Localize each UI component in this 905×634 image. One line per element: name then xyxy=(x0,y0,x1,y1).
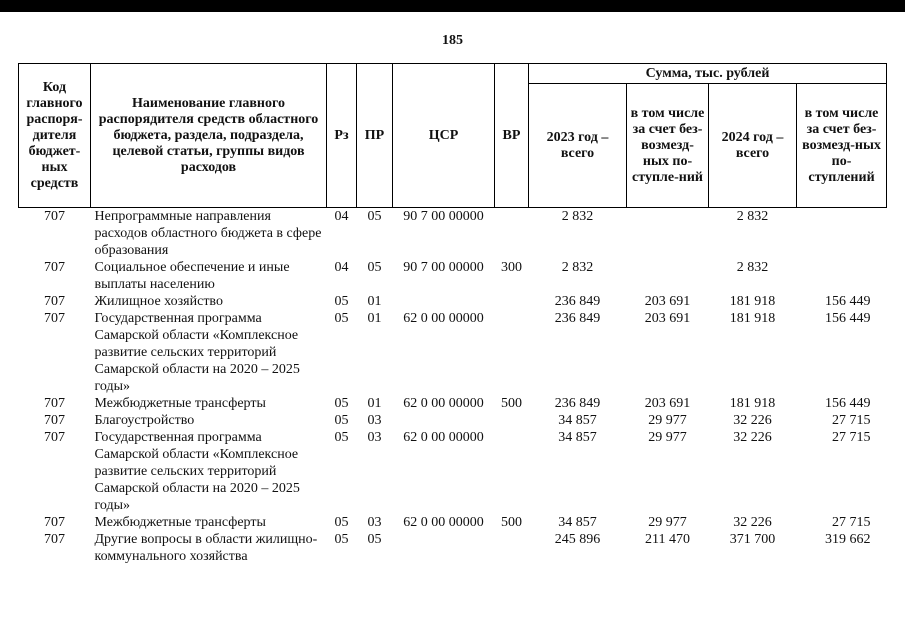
cell-code: 707 xyxy=(44,515,65,530)
cell-vr xyxy=(495,310,529,395)
cell-2023-total: 34 857 xyxy=(558,430,597,445)
cell-rz: 05 xyxy=(334,532,349,547)
header-sum-group: Сумма, тыс. рублей xyxy=(529,64,887,84)
cell-2023-total: 2 832 xyxy=(561,209,594,224)
cell-pr: 01 xyxy=(367,294,382,309)
table-body xyxy=(19,208,887,566)
cell-2024-total: 2 832 xyxy=(736,209,769,224)
cell-2023-gratuitous: 203 691 xyxy=(644,294,691,309)
cell-code: 707 xyxy=(44,311,65,326)
table-row xyxy=(19,514,887,531)
cell-2024-total: 181 918 xyxy=(729,311,776,326)
table-row xyxy=(19,293,887,310)
table-row xyxy=(19,310,887,395)
cell-vr xyxy=(495,412,529,429)
cell-2023-gratuitous: 29 977 xyxy=(648,430,687,445)
header-name: Наименование главного распорядителя средств областного бюджета, раздела, подраздела, целевой статьи, группы видов расходов xyxy=(91,64,327,208)
cell-name: Межбюджетные трансферты xyxy=(94,396,266,411)
cell-2024-gratuitous: 319 662 xyxy=(825,532,871,547)
cell-csr: 90 7 00 00000 xyxy=(403,209,484,224)
table-row xyxy=(19,208,887,260)
table-row xyxy=(19,395,887,412)
cell-2024-gratuitous: 156 449 xyxy=(825,396,871,411)
cell-code: 707 xyxy=(44,260,65,275)
cell-name: Государственная программа Самарской области «Комплексное развитие сельских территорий Самарской области на 2020 – 2025 годы» xyxy=(94,311,300,394)
cell-vr: 500 xyxy=(501,515,522,530)
cell-name: Благоустройство xyxy=(94,413,195,428)
cell-name: Социальное обеспечение и иные выплаты населению xyxy=(94,260,290,292)
cell-csr: 62 0 00 00000 xyxy=(403,396,484,411)
cell-csr xyxy=(393,531,495,565)
cell-pr: 01 xyxy=(367,311,382,326)
cell-2023-gratuitous: 203 691 xyxy=(644,396,691,411)
cell-2024-gratuitous xyxy=(797,259,887,293)
cell-2024-total: 371 700 xyxy=(729,532,776,547)
cell-pr: 05 xyxy=(367,260,382,275)
header-2023-total: 2023 год – всего xyxy=(529,84,627,208)
cell-code: 707 xyxy=(44,294,65,309)
cell-pr: 03 xyxy=(367,430,382,445)
cell-2024-total: 32 226 xyxy=(733,413,772,428)
cell-vr: 300 xyxy=(501,260,522,275)
cell-2024-total: 181 918 xyxy=(729,294,776,309)
cell-pr: 03 xyxy=(367,515,382,530)
cell-csr xyxy=(393,412,495,429)
cell-2024-total: 32 226 xyxy=(733,515,772,530)
budget-table xyxy=(18,63,887,565)
cell-2023-total: 236 849 xyxy=(554,311,601,326)
cell-rz: 05 xyxy=(334,413,349,428)
cell-pr: 05 xyxy=(367,209,382,224)
cell-name: Межбюджетные трансферты xyxy=(94,515,266,530)
cell-rz: 05 xyxy=(334,311,349,326)
cell-rz: 05 xyxy=(334,515,349,530)
cell-name: Государственная программа Самарской области «Комплексное развитие сельских территорий Самарской области на 2020 – 2025 годы» xyxy=(94,430,300,513)
cell-vr: 500 xyxy=(501,396,522,411)
cell-2023-gratuitous: 203 691 xyxy=(644,311,691,326)
cell-vr xyxy=(495,293,529,310)
header-rz: Рз xyxy=(327,64,357,208)
table-row xyxy=(19,259,887,293)
header-csr: ЦСР xyxy=(393,64,495,208)
cell-pr: 05 xyxy=(367,532,382,547)
table-row xyxy=(19,429,887,514)
header-2024-total: 2024 год – всего xyxy=(709,84,797,208)
header-code: Код главного распоря-дителя бюджет-ных средств xyxy=(19,64,91,208)
cell-2023-total: 236 849 xyxy=(554,396,601,411)
cell-2024-gratuitous: 27 715 xyxy=(832,515,871,530)
cell-pr: 03 xyxy=(367,413,382,428)
cell-vr xyxy=(495,429,529,514)
cell-name: Непрограммные направления расходов областного бюджета в сфере образования xyxy=(94,209,322,258)
cell-2023-total: 236 849 xyxy=(554,294,601,309)
cell-rz: 04 xyxy=(334,260,349,275)
header-2024-gratuitous: в том числе за счет без-возмезд-ных по-ступлений xyxy=(797,84,887,208)
cell-csr: 62 0 00 00000 xyxy=(403,311,484,326)
cell-name: Другие вопросы в области жилищно-коммунального хозяйства xyxy=(94,532,318,564)
cell-2024-gratuitous: 156 449 xyxy=(825,311,871,326)
cell-pr: 01 xyxy=(367,396,382,411)
page-number: 185 xyxy=(442,33,463,48)
cell-csr: 62 0 00 00000 xyxy=(403,430,484,445)
cell-2024-gratuitous: 156 449 xyxy=(825,294,871,309)
cell-csr: 90 7 00 00000 xyxy=(403,260,484,275)
cell-rz: 04 xyxy=(334,209,349,224)
cell-2023-gratuitous: 29 977 xyxy=(648,413,687,428)
header-vr: ВР xyxy=(495,64,529,208)
cell-2023-total: 34 857 xyxy=(558,413,597,428)
cell-rz: 05 xyxy=(334,396,349,411)
cell-2023-gratuitous xyxy=(627,208,709,260)
cell-2023-gratuitous xyxy=(627,259,709,293)
cell-name: Жилищное хозяйство xyxy=(94,294,223,309)
cell-2024-gratuitous xyxy=(797,208,887,260)
cell-2024-total: 2 832 xyxy=(736,260,769,275)
cell-csr xyxy=(393,293,495,310)
cell-2024-total: 32 226 xyxy=(733,430,772,445)
cell-2024-total: 181 918 xyxy=(729,396,776,411)
cell-code: 707 xyxy=(44,430,65,445)
cell-2023-gratuitous: 211 470 xyxy=(645,532,690,547)
cell-code: 707 xyxy=(44,396,65,411)
cell-code: 707 xyxy=(44,413,65,428)
cell-vr xyxy=(495,208,529,260)
cell-vr xyxy=(495,531,529,565)
cell-rz: 05 xyxy=(334,430,349,445)
cell-2023-gratuitous: 29 977 xyxy=(648,515,687,530)
header-pr: ПР xyxy=(357,64,393,208)
cell-code: 707 xyxy=(44,209,65,224)
cell-code: 707 xyxy=(44,532,65,547)
cell-2023-total: 245 896 xyxy=(554,532,601,547)
table-row xyxy=(19,531,887,565)
cell-2024-gratuitous: 27 715 xyxy=(832,430,871,445)
cell-2024-gratuitous: 27 715 xyxy=(832,413,871,428)
cell-2023-total: 2 832 xyxy=(561,260,594,275)
table-header xyxy=(19,64,887,208)
top-border-bar xyxy=(0,0,905,12)
cell-csr: 62 0 00 00000 xyxy=(403,515,484,530)
cell-2023-total: 34 857 xyxy=(558,515,597,530)
header-2023-gratuitous: в том числе за счет без-возмезд-ных по-ступле-ний xyxy=(627,84,709,208)
cell-rz: 05 xyxy=(334,294,349,309)
table-row xyxy=(19,412,887,429)
